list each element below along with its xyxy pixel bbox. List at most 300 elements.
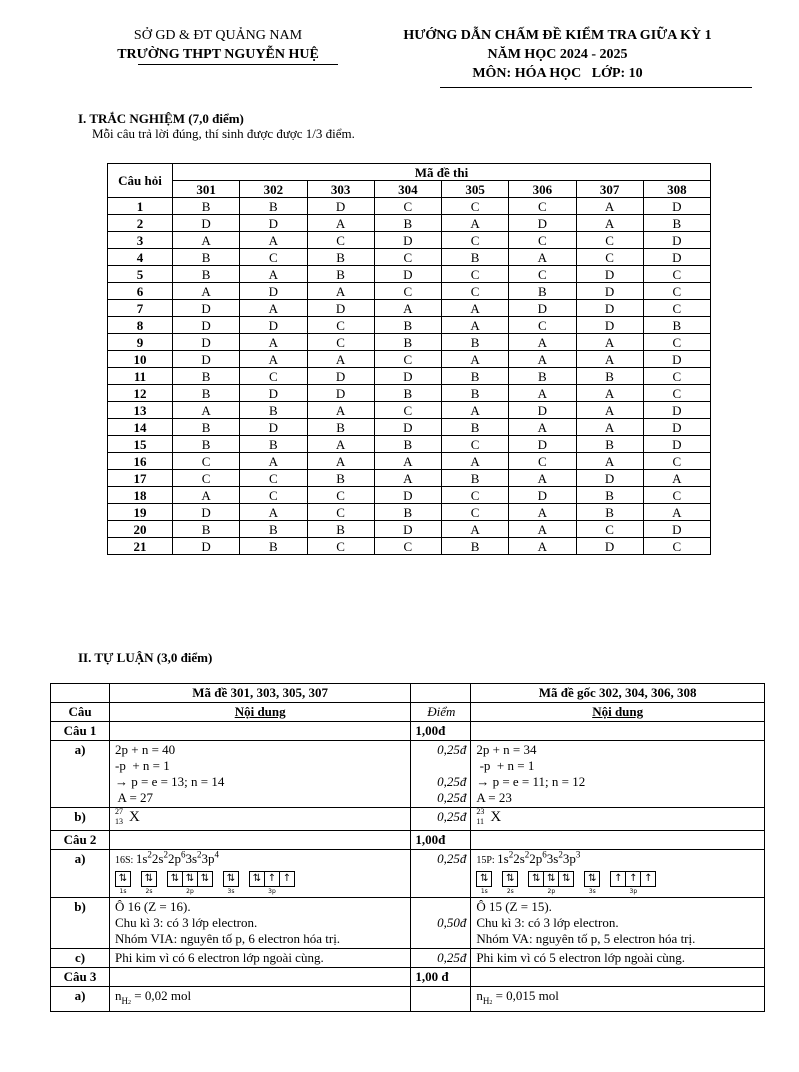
cau2c-left: Phi kim vì có 6 electron lớp ngoài cùng. [110,949,411,968]
orbital-box: ↑ [264,871,280,887]
config-line: 15P: $1s^22s^22p^63s^23p^3$ [476,849,581,866]
mole-symbol: n [476,988,483,1003]
answer-cell: B [240,402,307,419]
cau2a-row [51,850,765,898]
answer-cell: B [509,283,576,300]
answer-cell: B [240,538,307,555]
code-cell: 304 [374,181,441,198]
answer-cell: D [576,283,643,300]
answer-cell: B [442,385,509,402]
answer-row [108,419,711,436]
answer-cell: D [307,368,374,385]
answer-cell: B [173,521,240,538]
answer-cell: A [240,300,307,317]
answer-cell: D [374,368,441,385]
answer-cell: C [374,249,441,266]
answer-cell: A [576,215,643,232]
answer-cell: C [509,266,576,283]
answer-cell: C [240,487,307,504]
code-cell: 302 [240,181,307,198]
answer-cell: B [173,266,240,283]
code-cell: 308 [643,181,710,198]
answer-cell: D [374,521,441,538]
answer-cell: B [240,198,307,215]
answer-cell: D [374,266,441,283]
answer-cell: A [576,385,643,402]
mole-subscript [122,996,132,1006]
header-rule [440,87,752,88]
orbital-boxes [610,871,656,887]
answer-cell: B [643,215,710,232]
answer-cell: D [643,402,710,419]
answer-cell: A [576,453,643,470]
answer-cell: A [643,504,710,521]
code-cell: 306 [509,181,576,198]
answer-row [108,266,711,283]
line: Chu kì 3: có 3 lớp electron. [115,915,258,930]
answer-cell: C [442,283,509,300]
answer-header-row [108,164,711,181]
answer-cell: B [240,521,307,538]
cau1-points: 1,00đ [411,722,471,741]
question-number: 1 [108,198,173,215]
answer-cell: D [643,521,710,538]
answer-cell: D [307,385,374,402]
answer-cell: D [643,351,710,368]
question-number: 20 [108,521,173,538]
orbital-label: 3s [227,888,235,895]
orbital-box: ⇅ [167,871,183,887]
codes-row [108,181,711,198]
answer-cell: C [442,436,509,453]
question-number: 10 [108,351,173,368]
school-underline [138,64,338,65]
answer-cell: B [374,436,441,453]
answer-cell: C [509,453,576,470]
answer-cell: A [240,232,307,249]
mass-number: 27 [115,807,123,817]
orbital-group [528,871,574,896]
cau2b-right [471,898,765,949]
orbital-boxes [528,871,574,887]
cau3a-right [471,987,765,1012]
answer-cell: A [509,249,576,266]
subject-grade: MÔN: HÓA HỌC LỚP: 10 [472,66,643,81]
blank-cell [411,987,471,1012]
cau2-points: 1,00đ [411,831,471,850]
answer-cell: C [643,385,710,402]
answer-cell: A [509,334,576,351]
code-header: Mã đề thi [173,164,711,181]
orbital-box: ⇅ [502,871,518,887]
blank-cell [110,831,411,850]
answer-cell: A [307,351,374,368]
answer-cell: A [240,266,307,283]
answer-cell: B [576,368,643,385]
line: → p = e = 13; n = 14 [115,774,225,789]
answer-cell: C [374,351,441,368]
question-number: 4 [108,249,173,266]
line: Nhóm VA: nguyên tố p, 5 electron hóa trị. [476,931,696,946]
cau1-row [51,722,765,741]
cau2c-right: Phi kim vì có 5 electron lớp ngoài cùng. [471,949,765,968]
answer-cell: B [307,470,374,487]
orbital-label: 1s [119,888,127,895]
orbital-group [584,871,600,896]
cau1b-points: 0,25đ [411,808,471,831]
answer-cell: B [173,419,240,436]
answer-cell: C [576,232,643,249]
orbital-boxes [584,871,600,887]
orbital-box: ⇅ [115,871,131,887]
answer-cell: B [307,521,374,538]
answer-cell: C [576,521,643,538]
orbital-box: ⇅ [182,871,198,887]
orbital-box: ⇅ [197,871,213,887]
h-symbol: H [482,995,490,1006]
answer-cell: D [576,266,643,283]
answer-cell: B [576,504,643,521]
part1-note: Mỗi câu trả lời đúng, thí sinh được được 1/3 điểm. [92,126,355,141]
answer-row [108,470,711,487]
answer-row [108,504,711,521]
line: -p + n = 1 [115,758,170,773]
answer-row [108,385,711,402]
answer-cell: B [173,198,240,215]
mole-subscript [483,996,493,1006]
answer-cell: C [509,198,576,215]
answer-cell: D [643,419,710,436]
answer-cell: A [307,283,374,300]
answer-cell: D [643,198,710,215]
blank-cell [110,968,411,987]
answer-cell: A [576,419,643,436]
orbital-box: ↑ [625,871,641,887]
orbital-box: ⇅ [558,871,574,887]
answer-cell: A [307,402,374,419]
answer-cell: C [307,232,374,249]
cau2a-left [110,850,411,898]
answer-cell: D [509,300,576,317]
orbital-label: 1s [480,888,488,895]
answer-cell: B [374,334,441,351]
question-number: 9 [108,334,173,351]
orbital-box: ⇅ [249,871,265,887]
document-title: HƯỚNG DẪN CHẤM ĐỀ KIỂM TRA GIỮA KỲ 1 [403,28,712,43]
answer-cell: C [374,538,441,555]
line: Ô 16 (Z = 16). [115,899,191,914]
answer-cell: D [240,215,307,232]
cau2b-left [110,898,411,949]
answer-cell: B [307,419,374,436]
isotope-notation [476,807,490,827]
answer-cell: D [509,487,576,504]
line: A = 27 [115,790,154,805]
answer-cell: D [173,317,240,334]
answer-cell: A [576,198,643,215]
cau1a-row [51,741,765,808]
department-header [78,26,358,64]
answer-row [108,436,711,453]
orbital-label: 2p [547,888,556,895]
answer-cell: C [509,317,576,334]
part-a-label: a) [51,850,110,898]
answer-cell: D [173,351,240,368]
answer-row [108,487,711,504]
code-cell: 303 [307,181,374,198]
answer-cell: C [643,487,710,504]
answer-cell: B [442,334,509,351]
cau1a-left [110,741,411,808]
cau1-label: Câu 1 [51,722,110,741]
part-c-label: c) [51,949,110,968]
atomic-number: 11 [476,817,485,827]
question-number: 15 [108,436,173,453]
answer-cell: B [307,249,374,266]
answer-cell: B [173,249,240,266]
answer-cell: C [442,198,509,215]
answer-cell: D [643,249,710,266]
noidung-header-right: Nội dung [471,703,765,722]
pts: 0,25đ [437,774,467,789]
answer-cell: B [173,368,240,385]
cau2-label: Câu 2 [51,831,110,850]
orbital-group [249,871,295,896]
config-prefix: 15P: [476,855,498,866]
answer-cell: A [442,453,509,470]
answer-cell: C [307,538,374,555]
answer-cell: A [374,453,441,470]
answer-cell: D [374,487,441,504]
orbital-group [502,871,518,896]
part-b-label: b) [51,808,110,831]
answer-cell: A [173,232,240,249]
orbital-group [115,871,131,896]
answer-cell: A [307,436,374,453]
answer-cell: D [307,198,374,215]
cau3a-left [110,987,411,1012]
orbital-label: 3s [588,888,596,895]
answer-cell: D [173,538,240,555]
left-code-header: Mã đề 301, 303, 305, 307 [110,684,411,703]
answer-cell: C [173,470,240,487]
answer-row [108,317,711,334]
answer-cell: A [173,402,240,419]
answer-cell: A [442,317,509,334]
answer-cell: C [307,504,374,521]
answer-row [108,232,711,249]
question-number: 7 [108,300,173,317]
h-count: 2 [128,999,131,1006]
orbital-box: ⇅ [141,871,157,887]
answer-cell: C [307,334,374,351]
answer-cell: B [173,436,240,453]
answer-cell: A [374,300,441,317]
orbital-box: ↑ [279,871,295,887]
answer-cell: B [374,317,441,334]
question-number: 8 [108,317,173,334]
answer-cell: A [509,470,576,487]
answer-cell: B [374,385,441,402]
answer-cell: C [374,402,441,419]
answer-cell: D [173,504,240,521]
part-a-label: a) [51,987,110,1012]
answer-cell: B [643,317,710,334]
blank-cell [471,968,765,987]
config-prefix: 16S: [115,855,136,866]
cau3-points: 1,00 đ [411,968,471,987]
diem-header: Điểm [411,703,471,722]
answer-cell: B [442,419,509,436]
orbital-label: 2p [186,888,194,895]
orbital-box: ⇅ [528,871,544,887]
answer-cell: A [240,504,307,521]
answer-cell: B [442,470,509,487]
blank-cell [471,831,765,850]
right-code-header: Mã đề gốc 302, 304, 306, 308 [471,684,765,703]
answer-row [108,351,711,368]
answer-cell: B [576,487,643,504]
question-number: 13 [108,402,173,419]
question-number: 19 [108,504,173,521]
orbital-label: 2s [145,888,153,895]
cau3-label: Câu 3 [51,968,110,987]
answer-cell: A [307,453,374,470]
line: 2p + n = 40 [115,742,176,757]
answer-cell: B [442,249,509,266]
cau-header: Câu [51,703,110,722]
question-number: 3 [108,232,173,249]
orbital-box: ⇅ [223,871,239,887]
atomic-number: 13 [115,817,123,827]
noidung-header-left: Nội dung [110,703,411,722]
line: Ô 15 (Z = 15). [476,899,552,914]
orbital-group [610,871,656,896]
cau2c-row [51,949,765,968]
cau2a-points: 0,25đ [411,850,471,898]
school-name [78,45,358,64]
orbital-boxes [476,871,492,887]
answer-cell: D [576,470,643,487]
orbital-boxes [141,871,157,887]
answer-row [108,521,711,538]
cau3a-row [51,987,765,1012]
answer-cell: D [509,402,576,419]
question-number: 21 [108,538,173,555]
blank-cell [51,684,110,703]
answer-row [108,334,711,351]
answer-cell: A [509,521,576,538]
question-number: 18 [108,487,173,504]
answer-cell: D [307,300,374,317]
code-cell: 301 [173,181,240,198]
answer-cell: C [643,283,710,300]
h-symbol: H [121,995,128,1006]
mole-value: = 0,015 mol [495,988,559,1003]
answer-cell: D [240,419,307,436]
answer-cell: A [576,351,643,368]
orbital-group [141,871,157,896]
cau3-row [51,968,765,987]
part2-title: II. TỰ LUẬN (3,0 điểm) [78,650,213,665]
answer-cell: B [374,215,441,232]
orbital-boxes [115,871,131,887]
answer-cell: C [374,283,441,300]
line: A = 23 [476,790,512,805]
orbital-box: ⇅ [584,871,600,887]
answer-cell: A [509,351,576,368]
cau2a-right [471,850,765,898]
answer-cell: C [240,368,307,385]
answer-cell: B [173,385,240,402]
answer-cell: A [240,453,307,470]
answer-cell: B [442,538,509,555]
answer-cell: C [442,266,509,283]
orbital-label: 3p [629,888,638,895]
answer-row [108,300,711,317]
answer-cell: A [240,351,307,368]
answer-cell: C [442,232,509,249]
answer-row [108,538,711,555]
part1-title: I. TRẮC NGHIỆM (7,0 điểm) [78,111,244,126]
element-symbol: X [129,809,140,825]
answer-cell: C [307,317,374,334]
part-b-label: b) [51,898,110,949]
answer-cell: C [173,453,240,470]
answer-cell: C [643,453,710,470]
code-cell: 307 [576,181,643,198]
blank-cell [471,722,765,741]
answer-cell: B [442,368,509,385]
orbital-boxes [249,871,295,887]
answer-row [108,453,711,470]
cau1b-right [471,808,765,831]
answer-row [108,198,711,215]
answer-cell: C [643,334,710,351]
code-cell: 305 [442,181,509,198]
orbital-label: 3p [268,888,276,895]
answer-cell: A [442,351,509,368]
answer-cell: D [509,436,576,453]
cau2c-points: 0,25đ [411,949,471,968]
line: 2p + n = 34 [476,742,537,757]
school-year: NĂM HỌC 2024 - 2025 [487,47,628,62]
line: Chu kì 3: có 3 lớp electron. [476,915,619,930]
isotope-notation [115,807,129,827]
cau1a-points [411,741,471,808]
cau1a-right [471,741,765,808]
answer-cell: A [576,334,643,351]
question-number: 12 [108,385,173,402]
part-a-label: a) [51,741,110,808]
school-name-text: TRƯỜNG THPT NGUYỄN HUỆ [117,47,319,62]
orbital-group [167,871,213,896]
orbital-group [223,871,239,896]
question-header-text: Câu hỏi [118,172,162,188]
orbital-box: ⇅ [476,871,492,887]
orbital-boxes [223,871,239,887]
question-number: 14 [108,419,173,436]
cau2b-points: 0,50đ [411,898,471,949]
orbital-diagram [476,871,759,896]
document-header [355,26,760,83]
answer-cell: D [576,538,643,555]
answer-cell: C [509,232,576,249]
answer-cell: D [173,300,240,317]
orbital-boxes [502,871,518,887]
answer-cell: C [307,487,374,504]
answer-cell: A [643,470,710,487]
